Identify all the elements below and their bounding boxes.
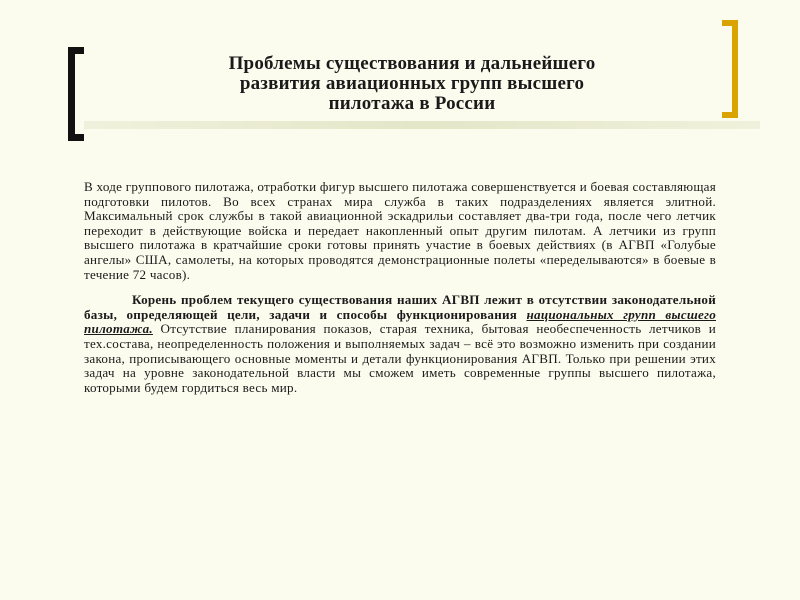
right-bracket-decoration — [722, 20, 738, 118]
paragraph-2 — [84, 293, 716, 395]
paragraph-2-bold-lead: Корень проблем текущего существования наших АГВП лежит в отсутствии законодательной базы, определяющей цели, задачи и способы функционирования — [84, 292, 716, 322]
left-bracket-decoration — [68, 47, 84, 141]
title-underline-bar — [84, 121, 760, 129]
title-line-1: Проблемы существования и дальнейшего — [228, 53, 596, 74]
slide-title — [112, 54, 712, 114]
title-line-2: развития авиационных групп высшего — [239, 73, 585, 94]
paragraph-1: В ходе группового пилотажа, отработки фигур высшего пилотажа совершенствуется и боевая составляющая подготовки пилотов. Во всех странах мира служба в таких подразделениях является элитной. Максимальный срок службы в такой авиационной эскадрильи составляет два-три года, после чего летчик переходит в действующие войска и передает накопленный опыт другим пилотам. А летчики из групп высшего пилотажа в кратчайшие сроки готовы принять участие в боевых действиях (в АГВП «Голубые ангелы» США, самолеты, на которых проводятся демонстрационные полеты «переделываются» в боевые в течение 72 часов). — [84, 179, 716, 282]
title-line-3: пилотажа в России — [328, 93, 496, 114]
paragraph-2-emphasis: национальных групп высшего пилотажа. — [84, 306, 716, 337]
slide-body — [84, 180, 716, 395]
paragraph-2-rest: Отсутствие планирования показов, старая техника, бытовая необеспеченность летчиков и тех.состава, неопределенность положения и выполняемых задач – всё это возможно изменить при создании закона, прописывающего основные моменты и детали функционирования АГВП. Только при решении этих задач на уровне законодательной власти мы сможем иметь современные группы высшего пилотажа, которыми будем гордиться весь мир. — [84, 321, 716, 395]
